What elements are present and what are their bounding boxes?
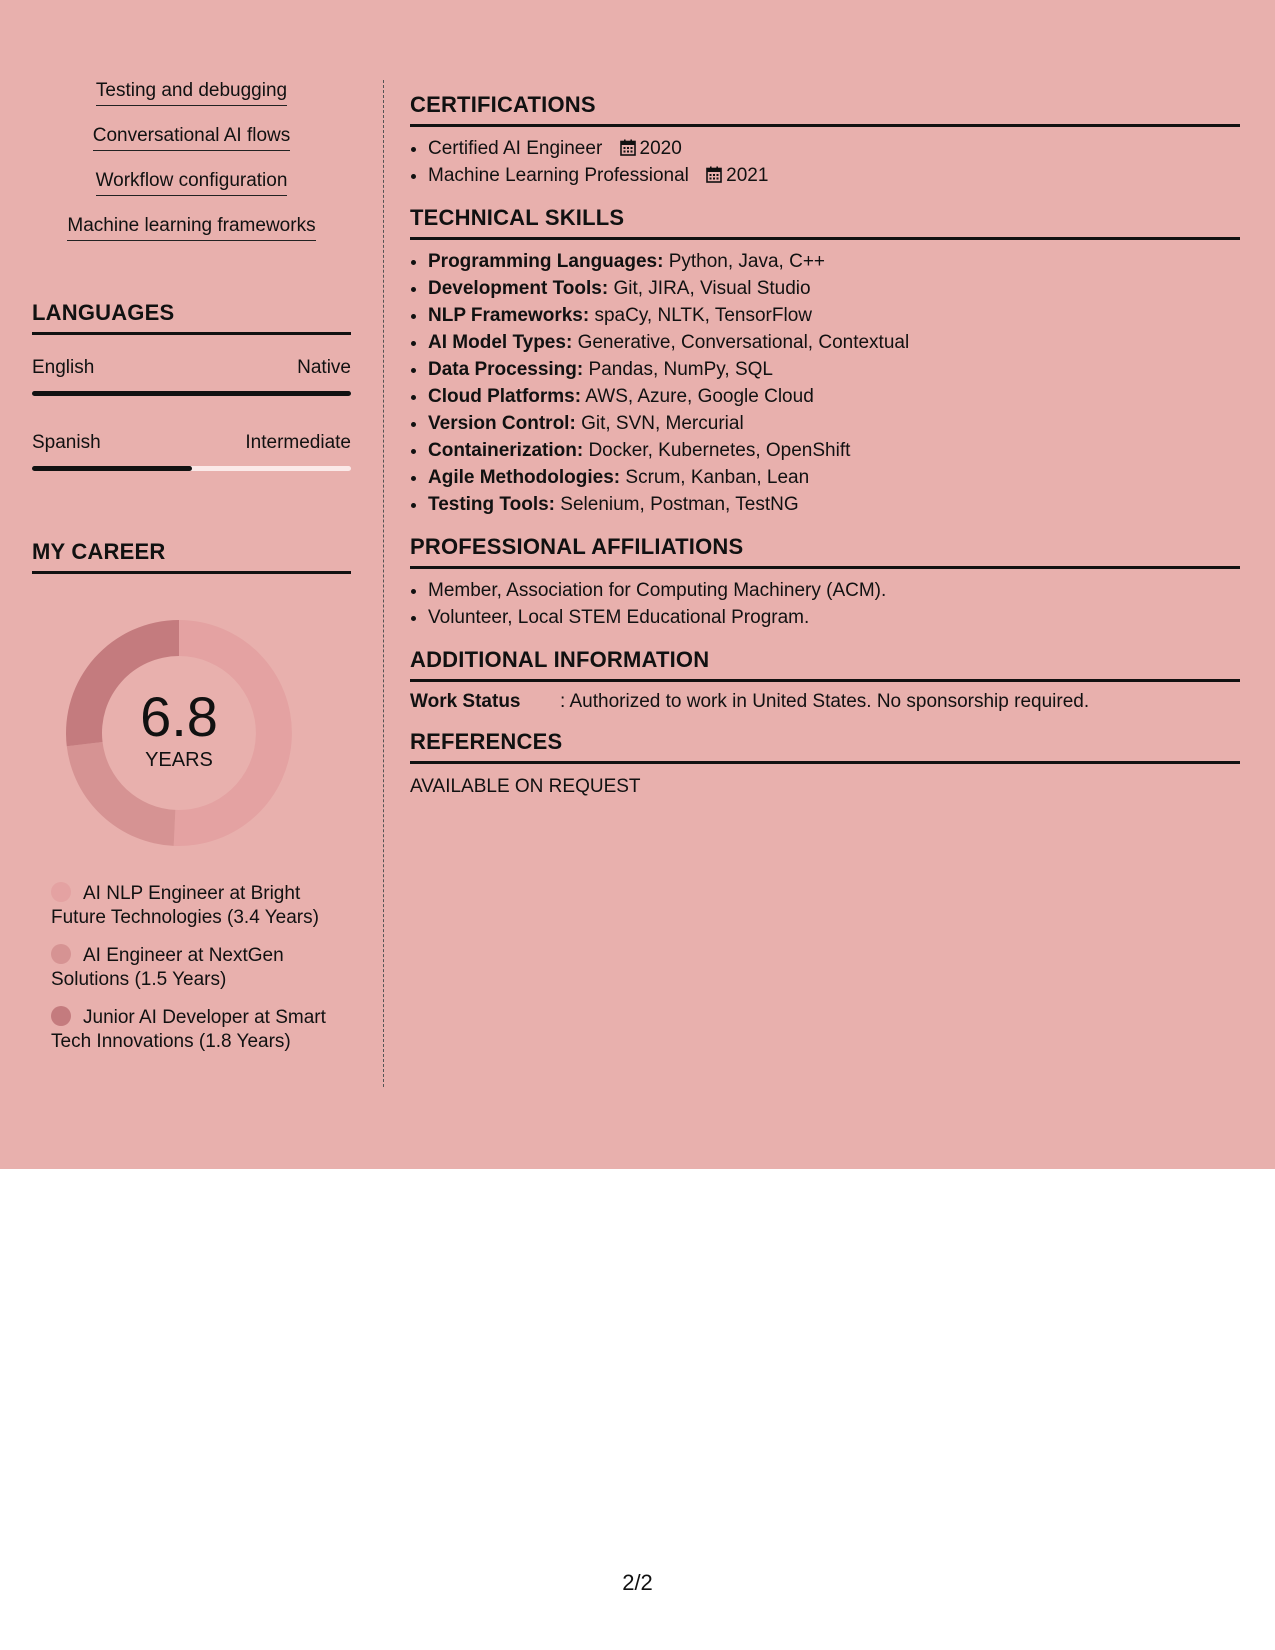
work-status-label: Work Status xyxy=(410,691,521,712)
affiliations-title: PROFESSIONAL AFFILIATIONS xyxy=(410,534,1240,569)
language-name: Spanish xyxy=(32,432,101,453)
skill-tag: Workflow configuration xyxy=(96,170,288,196)
technical-skill-value: AWS, Azure, Google Cloud xyxy=(585,386,814,407)
language-name: English xyxy=(32,357,95,378)
languages-title: LANGUAGES xyxy=(32,300,351,335)
technical-skill-value: Python, Java, C++ xyxy=(668,251,826,272)
technical-skill-label: NLP Frameworks: xyxy=(428,305,590,326)
technical-skill-label: Programming Languages: xyxy=(428,251,664,272)
work-status-value: : Authorized to work in United States. No sponsorship required. xyxy=(560,691,1090,712)
technical-skill-item xyxy=(428,356,1240,383)
technical-skill-item xyxy=(428,410,1240,437)
additional-info-section xyxy=(410,647,1240,713)
additional-info-title: ADDITIONAL INFORMATION xyxy=(410,647,1240,682)
certification-name: Certified AI Engineer xyxy=(428,138,603,159)
certifications-section xyxy=(410,92,1240,189)
technical-skill-label: Data Processing: xyxy=(428,359,584,380)
legend-dot xyxy=(51,944,71,964)
affiliation-item: • Member, Association for Computing Machinery (ACM). xyxy=(428,577,1240,604)
technical-skill-value: Selenium, Postman, TestNG xyxy=(560,494,799,515)
career-role: Junior AI Developer at Smart Tech Innovations (1.8 Years) xyxy=(51,1007,326,1052)
references-section xyxy=(410,729,1240,798)
language-proficiency-fill xyxy=(32,391,351,396)
right-column xyxy=(410,92,1240,814)
references-text: AVAILABLE ON REQUEST xyxy=(410,776,641,797)
affiliation-item: • Volunteer, Local STEM Educational Program. xyxy=(428,604,1240,631)
technical-skill-value: Git, SVN, Mercurial xyxy=(581,413,744,434)
technical-skill-item xyxy=(428,329,1240,356)
affiliations-section xyxy=(410,534,1240,631)
career-donut-chart xyxy=(64,618,294,848)
technical-skill-value: Docker, Kubernetes, OpenShift xyxy=(588,440,851,461)
certification-year: 2020 xyxy=(639,138,682,159)
technical-skill-label: Development Tools: xyxy=(428,278,609,299)
career-section xyxy=(32,539,351,1054)
certification-name: Machine Learning Professional xyxy=(428,165,689,186)
technical-skill-value: spaCy, NLTK, TensorFlow xyxy=(594,305,813,326)
certification-item xyxy=(428,135,1240,162)
languages-section xyxy=(32,300,351,471)
career-legend-item xyxy=(51,944,341,992)
skill-tags xyxy=(32,80,351,260)
language-proficiency-bar xyxy=(32,466,351,471)
legend-dot xyxy=(51,1006,71,1026)
technical-skill-item xyxy=(428,383,1240,410)
technical-skills-section xyxy=(410,205,1240,518)
language-proficiency-fill xyxy=(32,466,192,471)
technical-skill-label: Containerization: xyxy=(428,440,584,461)
certification-item xyxy=(428,162,1240,189)
language-level: Native xyxy=(297,357,351,378)
technical-skill-label: Testing Tools: xyxy=(428,494,556,515)
language-item xyxy=(32,432,351,471)
language-proficiency-bar xyxy=(32,391,351,396)
technical-skill-item xyxy=(428,302,1240,329)
technical-skill-item xyxy=(428,437,1240,464)
technical-skill-label: AI Model Types: xyxy=(428,332,573,353)
certifications-title: CERTIFICATIONS xyxy=(410,92,1240,127)
skill-tag: Machine learning frameworks xyxy=(67,215,315,241)
technical-skill-item xyxy=(428,275,1240,302)
career-title: MY CAREER xyxy=(32,539,351,574)
skill-tag: Conversational AI flows xyxy=(93,125,291,151)
technical-skill-value: Pandas, NumPy, SQL xyxy=(588,359,773,380)
career-total-years: 6.8 xyxy=(140,684,218,748)
skill-tag: Testing and debugging xyxy=(96,80,287,106)
technical-skill-item xyxy=(428,464,1240,491)
technical-skills-title: TECHNICAL SKILLS xyxy=(410,205,1240,240)
technical-skill-value: Git, JIRA, Visual Studio xyxy=(613,278,811,299)
references-title: REFERENCES xyxy=(410,729,1240,764)
technical-skill-value: Generative, Conversational, Contextual xyxy=(577,332,910,353)
certification-year: 2021 xyxy=(726,165,769,186)
technical-skill-label: Cloud Platforms: xyxy=(428,386,582,407)
technical-skill-item xyxy=(428,491,1240,518)
career-legend-item xyxy=(51,882,341,930)
technical-skill-value: Scrum, Kanban, Lean xyxy=(625,467,810,488)
language-item xyxy=(32,357,351,396)
calendar-icon xyxy=(706,166,722,183)
left-column xyxy=(32,80,351,1068)
legend-dot xyxy=(51,882,71,902)
career-role: AI Engineer at NextGen Solutions (1.5 Years) xyxy=(51,945,284,990)
career-role: AI NLP Engineer at Bright Future Technologies (3.4 Years) xyxy=(51,883,319,928)
technical-skill-label: Agile Methodologies: xyxy=(428,467,621,488)
career-legend-item xyxy=(51,1006,341,1054)
work-status-row xyxy=(410,691,1240,713)
technical-skill-label: Version Control: xyxy=(428,413,576,434)
technical-skill-item xyxy=(428,248,1240,275)
calendar-icon xyxy=(620,139,636,156)
career-years-unit: YEARS xyxy=(145,748,213,771)
career-legend xyxy=(51,882,341,1054)
language-level: Intermediate xyxy=(245,432,351,453)
column-divider xyxy=(383,80,384,1087)
page-number: 2/2 xyxy=(622,1570,653,1595)
